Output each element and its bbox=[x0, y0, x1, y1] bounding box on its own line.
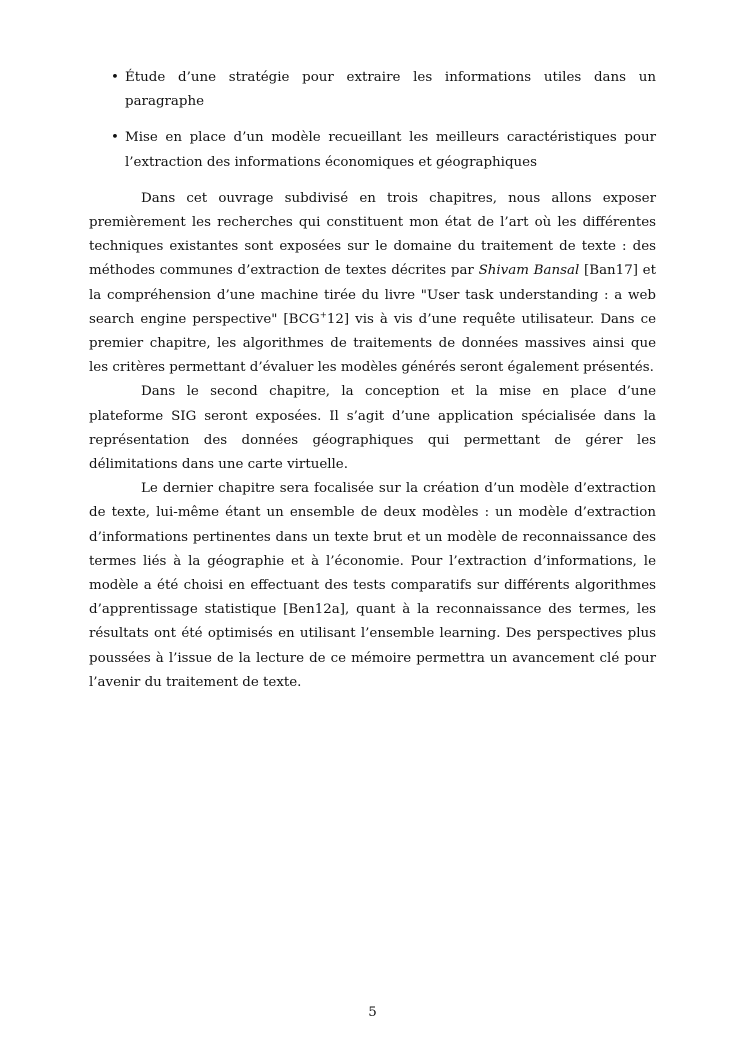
citation-superscript: + bbox=[319, 310, 327, 321]
paragraph-intro bbox=[89, 187, 656, 381]
bullet-item bbox=[89, 126, 656, 174]
bullet-dot-icon: • bbox=[111, 70, 119, 85]
bullet-text: Mise en place d’un modèle recueillant les meilleurs caractéristiques pour l’extraction des informations économiques et géographiques bbox=[125, 130, 656, 170]
page-number: 5 bbox=[368, 1005, 377, 1020]
paragraph-second-chapter: Dans le second chapitre, la conception et la mise en place d’une plateforme SIG seront exposées. Il s’agit d’une application spécialisée dans la représentation des données géographiques qui permettant de gérer les délimitations dans une carte virtuelle. bbox=[89, 384, 656, 473]
paragraph-intro-text-1: Dans cet ouvrage subdivisé en trois chapitres, nous allons exposer premièrement les recherches qui constituent mon état de l’art où les différentes techniques existantes sont exposées sur le domaine du traitement de texte : des méthodes communes d’extraction de textes décrites par bbox=[89, 190, 656, 279]
bullet-list bbox=[89, 66, 656, 175]
page-content bbox=[89, 66, 656, 695]
paragraph-last-chapter: Le dernier chapitre sera focalisée sur la création d’un modèle d’extraction de texte, lui-même étant un ensemble de deux modèles : un modèle d’extraction d’informations pertinentes dans un texte brut et un modèle de reconnaissance des termes liés à la géographie et à l’économie. Pour l’extraction d’informations, le modèle a été choisi en effectuant des tests comparatifs sur différents algorithmes d’apprentissage statistique [Ben12a], quant à la reconnaissance des termes, les résultats ont été optimisés en utilisant l’ensemble learning. Des perspectives plus poussées à l’issue de la lecture de ce mémoire permettra un avancement clé pour l’avenir du traitement de texte. bbox=[89, 481, 656, 690]
paragraph-intro-text-3: 12] vis à vis d’une requête utilisateur. Dans ce premier chapitre, les algorithmes de traitements de données massives ainsi que les critères permettant d’évaluer les modèles générés seront également présentés. bbox=[89, 311, 656, 376]
paragraph-intro-text-2: [Ban17] et la compréhension d’une machine tirée du livre "User task understanding : a web search engine perspective" [BCG bbox=[89, 263, 656, 327]
bullet-item bbox=[89, 66, 656, 114]
bullet-text: Étude d’une stratégie pour extraire les informations utiles dans un paragraphe bbox=[125, 70, 656, 110]
cited-author: Shivam Bansal bbox=[478, 263, 580, 279]
bullet-dot-icon: • bbox=[111, 130, 119, 146]
